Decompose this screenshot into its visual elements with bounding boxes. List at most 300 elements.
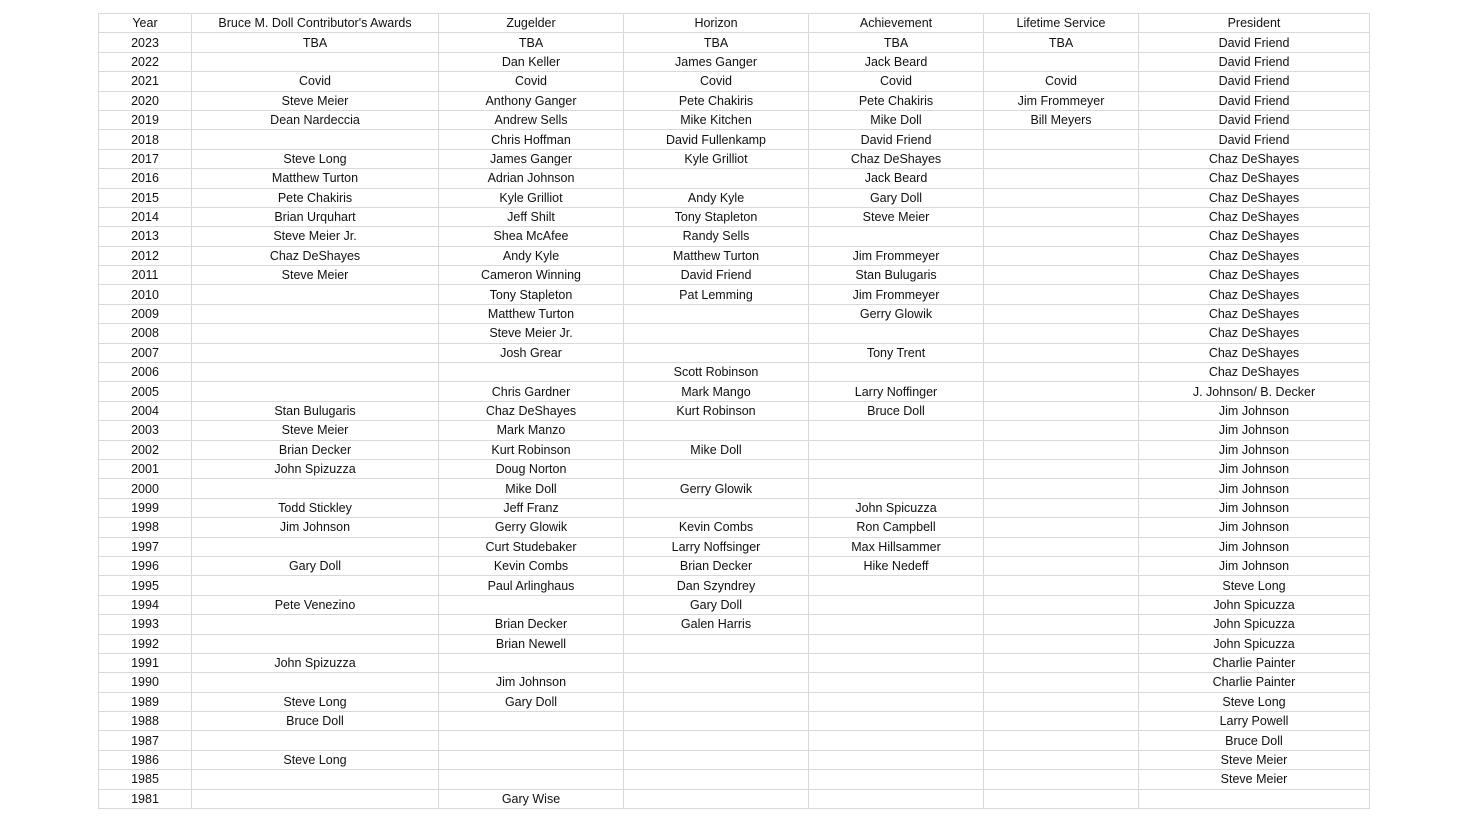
cell-zugelder[interactable]: Andy Kyle: [439, 246, 624, 265]
cell-lifetime-service[interactable]: [984, 421, 1139, 440]
cell-achievement[interactable]: [809, 576, 984, 595]
cell-achievement[interactable]: TBA: [809, 33, 984, 52]
cell-horizon[interactable]: [624, 731, 809, 750]
cell-president[interactable]: Chaz DeShayes: [1139, 363, 1370, 382]
cell-zugelder[interactable]: Kevin Combs: [439, 556, 624, 575]
cell-contributors-award[interactable]: John Spizuzza: [192, 459, 439, 478]
cell-horizon[interactable]: Pat Lemming: [624, 285, 809, 304]
cell-lifetime-service[interactable]: [984, 440, 1139, 459]
cell-zugelder[interactable]: Matthew Turton: [439, 304, 624, 323]
cell-president[interactable]: David Friend: [1139, 110, 1370, 129]
table-row: [99, 91, 1370, 110]
cell-achievement[interactable]: [809, 634, 984, 653]
cell-lifetime-service[interactable]: [984, 537, 1139, 556]
cell-lifetime-service[interactable]: TBA: [984, 33, 1139, 52]
cell-horizon[interactable]: Pete Chakiris: [624, 91, 809, 110]
cell-president[interactable]: Jim Johnson: [1139, 498, 1370, 517]
cell-president[interactable]: Chaz DeShayes: [1139, 169, 1370, 188]
cell-zugelder[interactable]: Adrian Johnson: [439, 169, 624, 188]
cell-horizon[interactable]: [624, 750, 809, 769]
cell-achievement[interactable]: [809, 479, 984, 498]
cell-lifetime-service[interactable]: [984, 731, 1139, 750]
cell-contributors-award[interactable]: [192, 673, 439, 692]
cell-lifetime-service[interactable]: [984, 343, 1139, 362]
header-year[interactable]: Year: [99, 14, 192, 33]
cell-president[interactable]: David Friend: [1139, 52, 1370, 71]
cell-achievement[interactable]: Bruce Doll: [809, 401, 984, 420]
cell-lifetime-service[interactable]: [984, 401, 1139, 420]
cell-contributors-award[interactable]: [192, 304, 439, 323]
cell-horizon[interactable]: Mike Doll: [624, 440, 809, 459]
cell-zugelder[interactable]: Curt Studebaker: [439, 537, 624, 556]
header-horizon[interactable]: Horizon: [624, 14, 809, 33]
table-row: [99, 712, 1370, 731]
cell-contributors-award[interactable]: Pete Venezino: [192, 595, 439, 614]
cell-horizon[interactable]: Matthew Turton: [624, 246, 809, 265]
cell-year[interactable]: 1981: [99, 789, 192, 808]
cell-achievement[interactable]: Steve Meier: [809, 207, 984, 226]
cell-contributors-award[interactable]: Gary Doll: [192, 556, 439, 575]
cell-president[interactable]: Jim Johnson: [1139, 518, 1370, 537]
cell-zugelder[interactable]: Andrew Sells: [439, 110, 624, 129]
cell-president[interactable]: John Spicuzza: [1139, 615, 1370, 634]
cell-horizon[interactable]: Gerry Glowik: [624, 479, 809, 498]
cell-zugelder[interactable]: [439, 750, 624, 769]
header-lifetime-service[interactable]: Lifetime Service: [984, 14, 1139, 33]
cell-president[interactable]: Charlie Painter: [1139, 673, 1370, 692]
cell-zugelder[interactable]: Chris Gardner: [439, 382, 624, 401]
cell-lifetime-service[interactable]: [984, 595, 1139, 614]
cell-year[interactable]: 1988: [99, 712, 192, 731]
cell-contributors-award[interactable]: [192, 789, 439, 808]
cell-president[interactable]: Chaz DeShayes: [1139, 227, 1370, 246]
cell-zugelder[interactable]: Mike Doll: [439, 479, 624, 498]
cell-year[interactable]: 2012: [99, 246, 192, 265]
cell-lifetime-service[interactable]: [984, 382, 1139, 401]
cell-president[interactable]: Chaz DeShayes: [1139, 207, 1370, 226]
cell-zugelder[interactable]: Doug Norton: [439, 459, 624, 478]
cell-contributors-award[interactable]: [192, 343, 439, 362]
cell-president[interactable]: J. Johnson/ B. Decker: [1139, 382, 1370, 401]
cell-year[interactable]: 1989: [99, 692, 192, 711]
cell-year[interactable]: 2009: [99, 304, 192, 323]
cell-horizon[interactable]: Kyle Grilliot: [624, 149, 809, 168]
cell-year[interactable]: 1990: [99, 673, 192, 692]
cell-year[interactable]: 1991: [99, 653, 192, 672]
table-row: [99, 110, 1370, 129]
cell-year[interactable]: 2021: [99, 72, 192, 91]
cell-year[interactable]: 2005: [99, 382, 192, 401]
cell-achievement[interactable]: [809, 770, 984, 789]
cell-zugelder[interactable]: Brian Newell: [439, 634, 624, 653]
cell-horizon[interactable]: [624, 789, 809, 808]
cell-zugelder[interactable]: [439, 595, 624, 614]
cell-achievement[interactable]: [809, 595, 984, 614]
cell-lifetime-service[interactable]: Bill Meyers: [984, 110, 1139, 129]
cell-year[interactable]: 2018: [99, 130, 192, 149]
cell-zugelder[interactable]: Jeff Shilt: [439, 207, 624, 226]
cell-horizon[interactable]: TBA: [624, 33, 809, 52]
cell-contributors-award[interactable]: [192, 382, 439, 401]
cell-lifetime-service[interactable]: [984, 52, 1139, 71]
cell-year[interactable]: 2020: [99, 91, 192, 110]
table-row: [99, 324, 1370, 343]
cell-zugelder[interactable]: Gary Wise: [439, 789, 624, 808]
cell-lifetime-service[interactable]: [984, 673, 1139, 692]
cell-year[interactable]: 2002: [99, 440, 192, 459]
table-row: [99, 440, 1370, 459]
cell-achievement[interactable]: [809, 227, 984, 246]
cell-lifetime-service[interactable]: [984, 518, 1139, 537]
cell-contributors-award[interactable]: Matthew Turton: [192, 169, 439, 188]
cell-lifetime-service[interactable]: [984, 459, 1139, 478]
cell-lifetime-service[interactable]: [984, 246, 1139, 265]
cell-zugelder[interactable]: Gary Doll: [439, 692, 624, 711]
cell-achievement[interactable]: Jim Frommeyer: [809, 246, 984, 265]
cell-achievement[interactable]: [809, 653, 984, 672]
table-row: [99, 556, 1370, 575]
cell-zugelder[interactable]: Brian Decker: [439, 615, 624, 634]
table-row: [99, 52, 1370, 71]
cell-contributors-award[interactable]: [192, 537, 439, 556]
cell-president[interactable]: Chaz DeShayes: [1139, 324, 1370, 343]
cell-achievement[interactable]: Covid: [809, 72, 984, 91]
cell-horizon[interactable]: Gary Doll: [624, 595, 809, 614]
cell-contributors-award[interactable]: [192, 770, 439, 789]
cell-lifetime-service[interactable]: [984, 692, 1139, 711]
cell-lifetime-service[interactable]: [984, 634, 1139, 653]
cell-achievement[interactable]: Ron Campbell: [809, 518, 984, 537]
cell-horizon[interactable]: [624, 169, 809, 188]
cell-achievement[interactable]: Gerry Glowik: [809, 304, 984, 323]
cell-contributors-award[interactable]: Jim Johnson: [192, 518, 439, 537]
cell-zugelder[interactable]: Chaz DeShayes: [439, 401, 624, 420]
cell-zugelder[interactable]: Jim Johnson: [439, 673, 624, 692]
cell-president[interactable]: David Friend: [1139, 72, 1370, 91]
cell-contributors-award[interactable]: [192, 285, 439, 304]
cell-lifetime-service[interactable]: [984, 285, 1139, 304]
cell-zugelder[interactable]: Mark Manzo: [439, 421, 624, 440]
cell-achievement[interactable]: Jack Beard: [809, 169, 984, 188]
cell-contributors-award[interactable]: [192, 130, 439, 149]
cell-year[interactable]: 1994: [99, 595, 192, 614]
cell-president[interactable]: David Friend: [1139, 91, 1370, 110]
cell-president[interactable]: Chaz DeShayes: [1139, 246, 1370, 265]
cell-lifetime-service[interactable]: [984, 770, 1139, 789]
cell-achievement[interactable]: [809, 615, 984, 634]
cell-contributors-award[interactable]: Covid: [192, 72, 439, 91]
cell-president[interactable]: Jim Johnson: [1139, 401, 1370, 420]
cell-president[interactable]: Jim Johnson: [1139, 556, 1370, 575]
cell-achievement[interactable]: Stan Bulugaris: [809, 266, 984, 285]
cell-achievement[interactable]: Jim Frommeyer: [809, 285, 984, 304]
cell-horizon[interactable]: Scott Robinson: [624, 363, 809, 382]
cell-zugelder[interactable]: Cameron Winning: [439, 266, 624, 285]
cell-zugelder[interactable]: Anthony Ganger: [439, 91, 624, 110]
cell-zugelder[interactable]: Paul Arlinghaus: [439, 576, 624, 595]
cell-year[interactable]: 2007: [99, 343, 192, 362]
header-achievement[interactable]: Achievement: [809, 14, 984, 33]
cell-horizon[interactable]: David Friend: [624, 266, 809, 285]
cell-lifetime-service[interactable]: [984, 149, 1139, 168]
cell-year[interactable]: 2006: [99, 363, 192, 382]
cell-contributors-award[interactable]: Chaz DeShayes: [192, 246, 439, 265]
cell-president[interactable]: Jim Johnson: [1139, 459, 1370, 478]
cell-contributors-award[interactable]: Steve Long: [192, 692, 439, 711]
cell-achievement[interactable]: Mike Doll: [809, 110, 984, 129]
cell-zugelder[interactable]: Josh Grear: [439, 343, 624, 362]
cell-achievement[interactable]: [809, 750, 984, 769]
header-president[interactable]: President: [1139, 14, 1370, 33]
cell-year[interactable]: 1997: [99, 537, 192, 556]
cell-horizon[interactable]: Kevin Combs: [624, 518, 809, 537]
cell-president[interactable]: [1139, 789, 1370, 808]
cell-year[interactable]: 1996: [99, 556, 192, 575]
cell-zugelder[interactable]: Gerry Glowik: [439, 518, 624, 537]
cell-president[interactable]: David Friend: [1139, 33, 1370, 52]
cell-contributors-award[interactable]: [192, 363, 439, 382]
cell-horizon[interactable]: Andy Kyle: [624, 188, 809, 207]
table-body: [99, 33, 1370, 809]
cell-horizon[interactable]: Dan Szyndrey: [624, 576, 809, 595]
cell-zugelder[interactable]: [439, 770, 624, 789]
cell-lifetime-service[interactable]: [984, 712, 1139, 731]
cell-contributors-award[interactable]: Steve Meier: [192, 421, 439, 440]
cell-year[interactable]: 2011: [99, 266, 192, 285]
cell-horizon[interactable]: [624, 343, 809, 362]
table-row: [99, 304, 1370, 323]
cell-president[interactable]: John Spicuzza: [1139, 595, 1370, 614]
cell-lifetime-service[interactable]: [984, 479, 1139, 498]
cell-president[interactable]: Chaz DeShayes: [1139, 266, 1370, 285]
cell-contributors-award[interactable]: Steve Meier: [192, 266, 439, 285]
cell-contributors-award[interactable]: [192, 634, 439, 653]
cell-contributors-award[interactable]: Steve Long: [192, 149, 439, 168]
cell-year[interactable]: 1995: [99, 576, 192, 595]
cell-zugelder[interactable]: [439, 363, 624, 382]
cell-president[interactable]: Bruce Doll: [1139, 731, 1370, 750]
cell-achievement[interactable]: [809, 789, 984, 808]
cell-year[interactable]: 2023: [99, 33, 192, 52]
cell-zugelder[interactable]: Kurt Robinson: [439, 440, 624, 459]
cell-achievement[interactable]: [809, 712, 984, 731]
cell-lifetime-service[interactable]: [984, 266, 1139, 285]
cell-year[interactable]: 2013: [99, 227, 192, 246]
cell-president[interactable]: Jim Johnson: [1139, 440, 1370, 459]
cell-zugelder[interactable]: Chris Hoffman: [439, 130, 624, 149]
cell-horizon[interactable]: [624, 692, 809, 711]
cell-year[interactable]: 1992: [99, 634, 192, 653]
cell-president[interactable]: Steve Meier: [1139, 750, 1370, 769]
cell-zugelder[interactable]: James Ganger: [439, 149, 624, 168]
cell-horizon[interactable]: [624, 634, 809, 653]
cell-president[interactable]: Jim Johnson: [1139, 421, 1370, 440]
cell-lifetime-service[interactable]: [984, 324, 1139, 343]
cell-year[interactable]: 1985: [99, 770, 192, 789]
cell-contributors-award[interactable]: [192, 731, 439, 750]
cell-horizon[interactable]: Brian Decker: [624, 556, 809, 575]
cell-president[interactable]: Jim Johnson: [1139, 479, 1370, 498]
cell-achievement[interactable]: Chaz DeShayes: [809, 149, 984, 168]
cell-year[interactable]: 2015: [99, 188, 192, 207]
cell-lifetime-service[interactable]: Covid: [984, 72, 1139, 91]
cell-president[interactable]: Steve Meier: [1139, 770, 1370, 789]
cell-year[interactable]: 1987: [99, 731, 192, 750]
cell-contributors-award[interactable]: Brian Urquhart: [192, 207, 439, 226]
cell-president[interactable]: Chaz DeShayes: [1139, 188, 1370, 207]
cell-contributors-award[interactable]: [192, 576, 439, 595]
cell-contributors-award[interactable]: Bruce Doll: [192, 712, 439, 731]
cell-year[interactable]: 2004: [99, 401, 192, 420]
cell-president[interactable]: Chaz DeShayes: [1139, 285, 1370, 304]
cell-horizon[interactable]: [624, 421, 809, 440]
cell-horizon[interactable]: [624, 498, 809, 517]
cell-achievement[interactable]: [809, 692, 984, 711]
cell-year[interactable]: 1998: [99, 518, 192, 537]
cell-lifetime-service[interactable]: [984, 750, 1139, 769]
cell-lifetime-service[interactable]: [984, 130, 1139, 149]
cell-president[interactable]: Jim Johnson: [1139, 537, 1370, 556]
cell-contributors-award[interactable]: Pete Chakiris: [192, 188, 439, 207]
cell-contributors-award[interactable]: Steve Long: [192, 750, 439, 769]
cell-achievement[interactable]: Pete Chakiris: [809, 91, 984, 110]
cell-lifetime-service[interactable]: [984, 789, 1139, 808]
cell-lifetime-service[interactable]: [984, 188, 1139, 207]
cell-horizon[interactable]: [624, 653, 809, 672]
cell-zugelder[interactable]: Dan Keller: [439, 52, 624, 71]
cell-zugelder[interactable]: [439, 653, 624, 672]
cell-contributors-award[interactable]: Dean Nardeccia: [192, 110, 439, 129]
cell-president[interactable]: John Spicuzza: [1139, 634, 1370, 653]
cell-lifetime-service[interactable]: [984, 207, 1139, 226]
cell-zugelder[interactable]: TBA: [439, 33, 624, 52]
cell-achievement[interactable]: Gary Doll: [809, 188, 984, 207]
cell-horizon[interactable]: James Ganger: [624, 52, 809, 71]
cell-year[interactable]: 2001: [99, 459, 192, 478]
cell-lifetime-service[interactable]: [984, 615, 1139, 634]
table-row: [99, 285, 1370, 304]
cell-lifetime-service[interactable]: [984, 227, 1139, 246]
cell-zugelder[interactable]: Kyle Grilliot: [439, 188, 624, 207]
cell-horizon[interactable]: Larry Noffsinger: [624, 537, 809, 556]
cell-contributors-award[interactable]: [192, 615, 439, 634]
cell-year[interactable]: 2003: [99, 421, 192, 440]
cell-year[interactable]: 1999: [99, 498, 192, 517]
cell-zugelder[interactable]: Tony Stapleton: [439, 285, 624, 304]
table-row: [99, 634, 1370, 653]
header-zugelder[interactable]: Zugelder: [439, 14, 624, 33]
cell-lifetime-service[interactable]: [984, 304, 1139, 323]
cell-zugelder[interactable]: Covid: [439, 72, 624, 91]
cell-horizon[interactable]: [624, 304, 809, 323]
header-contributors-award[interactable]: Bruce M. Doll Contributor's Awards: [192, 14, 439, 33]
cell-achievement[interactable]: [809, 731, 984, 750]
cell-horizon[interactable]: Galen Harris: [624, 615, 809, 634]
cell-president[interactable]: Chaz DeShayes: [1139, 343, 1370, 362]
cell-zugelder[interactable]: [439, 731, 624, 750]
cell-president[interactable]: Chaz DeShayes: [1139, 149, 1370, 168]
cell-horizon[interactable]: Mike Kitchen: [624, 110, 809, 129]
cell-achievement[interactable]: Larry Noffinger: [809, 382, 984, 401]
cell-contributors-award[interactable]: Steve Meier Jr.: [192, 227, 439, 246]
cell-horizon[interactable]: [624, 712, 809, 731]
cell-horizon[interactable]: Tony Stapleton: [624, 207, 809, 226]
cell-lifetime-service[interactable]: [984, 653, 1139, 672]
cell-president[interactable]: Steve Long: [1139, 692, 1370, 711]
table-row: [99, 207, 1370, 226]
cell-achievement[interactable]: [809, 440, 984, 459]
cell-contributors-award[interactable]: [192, 52, 439, 71]
cell-achievement[interactable]: John Spicuzza: [809, 498, 984, 517]
cell-zugelder[interactable]: [439, 712, 624, 731]
cell-achievement[interactable]: David Friend: [809, 130, 984, 149]
cell-president[interactable]: Larry Powell: [1139, 712, 1370, 731]
cell-contributors-award[interactable]: TBA: [192, 33, 439, 52]
cell-lifetime-service[interactable]: [984, 576, 1139, 595]
cell-president[interactable]: Chaz DeShayes: [1139, 304, 1370, 323]
cell-achievement[interactable]: Hike Nedeff: [809, 556, 984, 575]
cell-lifetime-service[interactable]: Jim Frommeyer: [984, 91, 1139, 110]
cell-horizon[interactable]: Kurt Robinson: [624, 401, 809, 420]
cell-president[interactable]: Charlie Painter: [1139, 653, 1370, 672]
cell-contributors-award[interactable]: Todd Stickley: [192, 498, 439, 517]
cell-lifetime-service[interactable]: [984, 498, 1139, 517]
cell-achievement[interactable]: [809, 673, 984, 692]
cell-horizon[interactable]: [624, 673, 809, 692]
cell-achievement[interactable]: [809, 459, 984, 478]
cell-contributors-award[interactable]: Brian Decker: [192, 440, 439, 459]
cell-contributors-award[interactable]: Steve Meier: [192, 91, 439, 110]
cell-achievement[interactable]: Max Hillsammer: [809, 537, 984, 556]
cell-president[interactable]: Steve Long: [1139, 576, 1370, 595]
cell-contributors-award[interactable]: John Spizuzza: [192, 653, 439, 672]
cell-achievement[interactable]: [809, 421, 984, 440]
cell-horizon[interactable]: David Fullenkamp: [624, 130, 809, 149]
cell-horizon[interactable]: Randy Sells: [624, 227, 809, 246]
cell-year[interactable]: 1993: [99, 615, 192, 634]
cell-year[interactable]: 2014: [99, 207, 192, 226]
cell-zugelder[interactable]: Jeff Franz: [439, 498, 624, 517]
cell-horizon[interactable]: Covid: [624, 72, 809, 91]
cell-achievement[interactable]: [809, 363, 984, 382]
cell-lifetime-service[interactable]: [984, 363, 1139, 382]
cell-horizon[interactable]: Mark Mango: [624, 382, 809, 401]
cell-year[interactable]: 2016: [99, 169, 192, 188]
cell-achievement[interactable]: Jack Beard: [809, 52, 984, 71]
cell-contributors-award[interactable]: [192, 479, 439, 498]
cell-contributors-award[interactable]: Stan Bulugaris: [192, 401, 439, 420]
cell-year[interactable]: 2010: [99, 285, 192, 304]
cell-zugelder[interactable]: Shea McAfee: [439, 227, 624, 246]
cell-zugelder[interactable]: Steve Meier Jr.: [439, 324, 624, 343]
cell-achievement[interactable]: [809, 324, 984, 343]
cell-year[interactable]: 2019: [99, 110, 192, 129]
cell-horizon[interactable]: [624, 324, 809, 343]
cell-year[interactable]: 1986: [99, 750, 192, 769]
cell-year[interactable]: 2017: [99, 149, 192, 168]
cell-lifetime-service[interactable]: [984, 556, 1139, 575]
cell-achievement[interactable]: Tony Trent: [809, 343, 984, 362]
cell-contributors-award[interactable]: [192, 324, 439, 343]
cell-horizon[interactable]: [624, 770, 809, 789]
cell-year[interactable]: 2022: [99, 52, 192, 71]
cell-year[interactable]: 2000: [99, 479, 192, 498]
cell-year[interactable]: 2008: [99, 324, 192, 343]
cell-president[interactable]: David Friend: [1139, 130, 1370, 149]
cell-lifetime-service[interactable]: [984, 169, 1139, 188]
table-row: [99, 33, 1370, 52]
cell-horizon[interactable]: [624, 459, 809, 478]
